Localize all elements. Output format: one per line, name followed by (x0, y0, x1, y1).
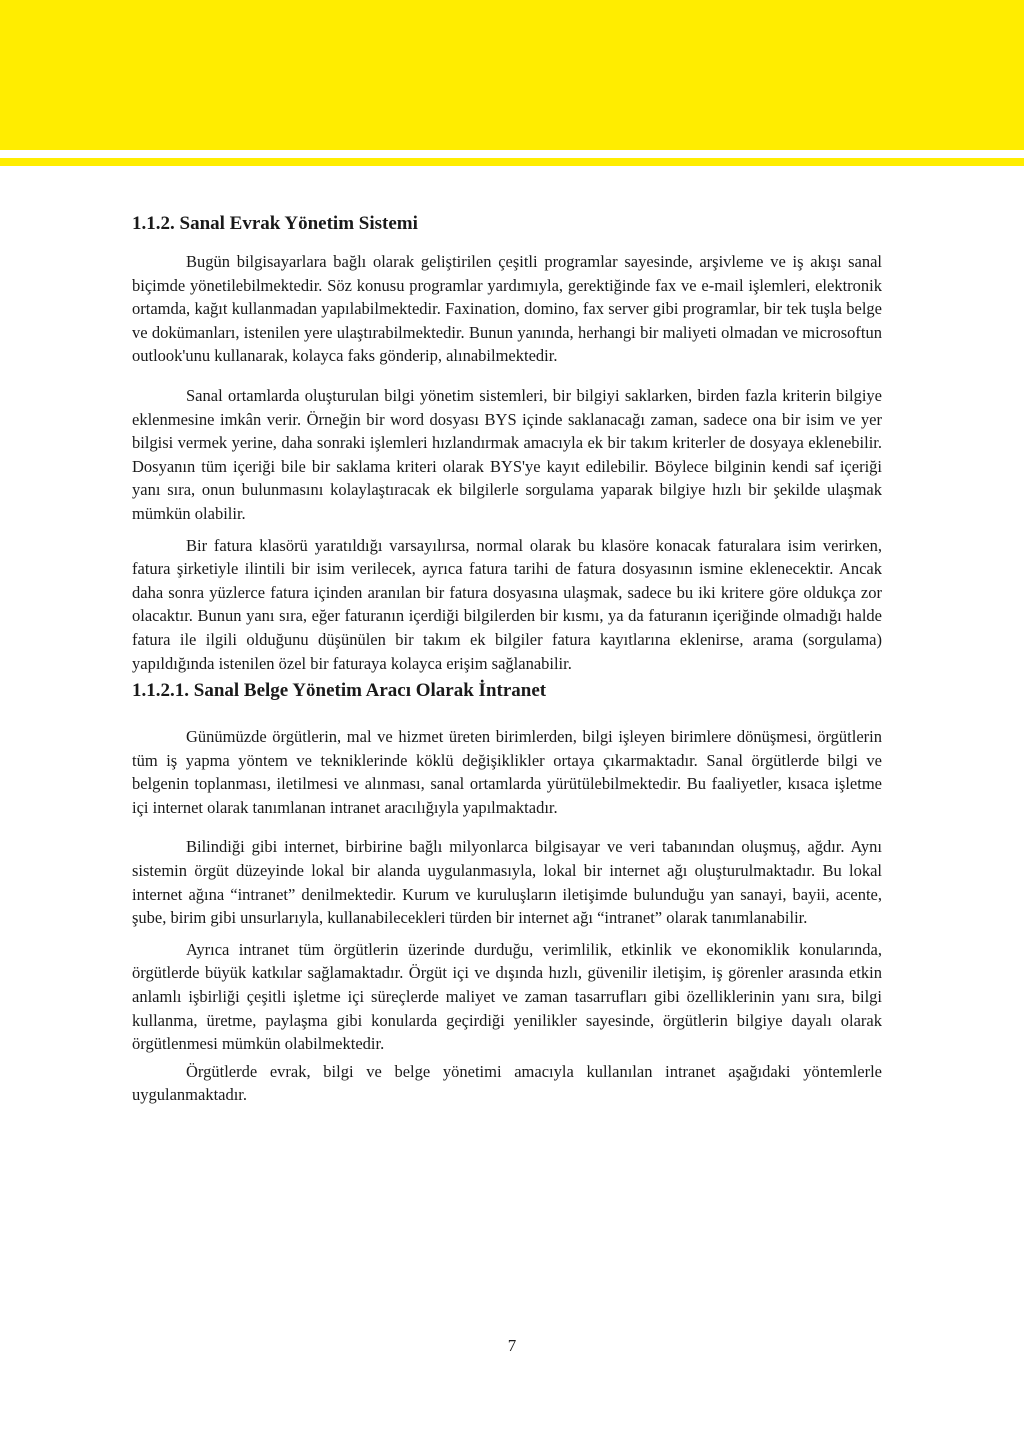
paragraph-s2-3: Ayrıca intranet tüm örgütlerin üzerinde durduğu, verimlilik, etkinlik ve ekonomiklik konularında, örgütlerde büyük katkılar sağlamaktadır. Örgüt içi ve dışında hızlı, güvenilir iletişim, iş görenler arasında etkin anlamlı işbirliği çeşitli işletme içi süreçlerde maliyet ve zaman tasarrufları gibi özelliklerinin yanı sıra, bilgi kullanma, üretme, paylaşma gibi konularda geçirdiği yenilikler sayesinde, örgütlerin bilgiye dayalı olarak örgütlenmesi mümkün olabilmektedir. (132, 939, 882, 1054)
paragraph-s2-1: Günümüzde örgütlerin, mal ve hizmet üreten birimlerden, bilgi işleyen birimlere dönüşmesi, örgütlerin tüm iş yapma yöntem ve tekniklerinde köklü değişiklikler ortaya çıkarmaktadır. Sanal örgütlerde bilgi ve belgenin toplanması, iletilmesi ve alınması, sanal ortamlarda yürütülebilmektedir. Bu faaliyetler, kısaca işletme içi internet olarak tanımlanan intranet aracılığıyla yapılmaktadır. (132, 727, 882, 817)
paragraph-s2-4: Örgütlerde evrak, bilgi ve belge yönetimi amacıyla kullanılan intranet aşağıdaki yöntemlerle uygulanmaktadır. (132, 1061, 882, 1105)
page-content (132, 212, 882, 1119)
page-number: 7 (507, 1336, 517, 1355)
header-band (0, 0, 1024, 150)
header-stripe (0, 158, 1024, 166)
paragraph-s1-2: Sanal ortamlarda oluşturulan bilgi yönetim sistemleri, bir bilgiyi saklarken, birden fazla kriterin bilgiye eklenmesine imkân verir. Örneğin bir word dosyası BYS içinde saklanacağı zaman, sadece ona bir isim ve yer bilgisi vermek yerine, daha sonraki işlemleri hızlandırmak amacıyla ek bir takım kriterler de dosyaya eklenebilir. Dosyanın tüm içeriği bile bir saklama kriteri olarak BYS'ye kayıt edilebilir. Böylece bilginin kendi saf içeriği yanı sıra, onun bulunmasını kolaylaştıracak ek bilgilerle sorgulama yaparak bilgiye hızlı bir şekilde ulaşmak mümkün olabilir. (132, 385, 882, 523)
paragraph-s1-3: Bir fatura klasörü yaratıldığı varsayılırsa, normal olarak bu klasöre konacak faturalara isim verirken, fatura şirketiyle ilintili bir isim verilecek, ayrıca fatura tarihi de fatura dosyasının ismine eklenecektir. Ancak daha sonra yüzlerce fatura içinden aranılan bir fatura dosyasına ulaşmak, sadece bu iki kritere göre oldukça zor olacaktır. Bunun yanı sıra, eğer faturanın içerdiği bilgilerden bir kısmı, ya da faturanın içeriğinde olmadığı halde fatura ile ilgili olduğunu düşünülen bir takım ek bilgiler fatura kayıtlarına eklenirse, arama (sorgulama) yapıldığında istenilen özel bir faturaya kolayca erişim sağlanabilir. (132, 535, 882, 673)
section-heading-1-1-2-1: 1.1.2.1. Sanal Belge Yönetim Aracı Olarak İntranet (132, 680, 547, 702)
paragraph-s2-2: Bilindiği gibi internet, birbirine bağlı milyonlarca bilgisayar ve veri tabanından oluşmuş, ağdır. Aynı sistemin örgüt düzeyinde lokal bir alanda uygulanmasıyla, lokal bir internet ağı oluşturulmaktadır. Bu lokal internet ağına “intranet” denilmektedir. Kurum ve kuruluşların iletişimde bulunduğu yan sanayi, bayii, acente, şube, birim gibi unsurlarıyla, kullanabilecekleri türden bir internet ağı “intranet” olarak tanımlanabilir. (132, 837, 882, 928)
paragraph-s1-1: Bugün bilgisayarlara bağlı olarak geliştirilen çeşitli programlar sayesinde, arşivleme ve iş akışı sanal biçimde yönetilebilmektedir. Söz konusu programlar yardımıyla, gerektiğinde fax ve e-mail işlemleri, elektronik ortamda, kağıt kullanmadan yapılabilmektedir. Faxination, domino, fax server gibi programlar, bir tek tuşla belge ve dokümanları, istenilen yere ulaştırabilmektedir. Bunun yanında, herhangi bir maliyeti olmadan ve microsoftun outlook'unu kullanarak, kolayca faks gönderip, alınabilmektedir. (132, 252, 882, 366)
section-heading-1-1-2: 1.1.2. Sanal Evrak Yönetim Sistemi (132, 213, 418, 234)
